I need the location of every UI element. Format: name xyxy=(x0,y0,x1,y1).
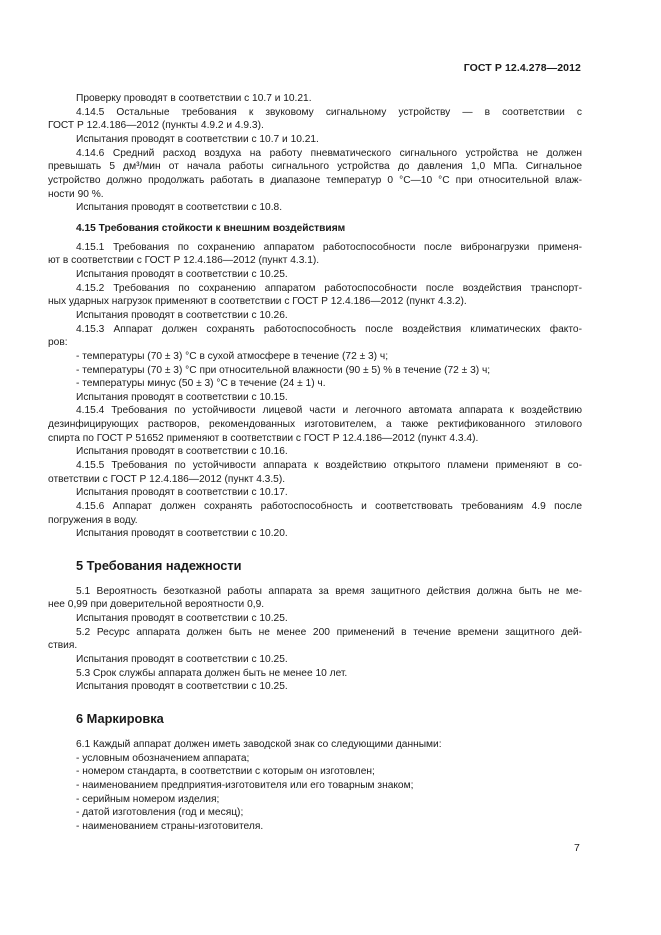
list-item: - температуры минус (50 ± 3) °С в течение (24 ± 1) ч. xyxy=(76,378,326,389)
text-line: ствия. xyxy=(48,640,78,651)
text-line: ответствии с ГОСТ Р 12.4.186—2012 (пункт 4.3.5). xyxy=(48,474,286,485)
text-line: 5.3 Срок службы аппарата должен быть не менее 10 лет. xyxy=(76,668,348,679)
list-item: - температуры (70 ± 3) °С при относительной влажности (90 ± 5) % в течение (72 ± 3) ч; xyxy=(76,365,491,376)
section-heading: 4.15 Требования стойкости к внешним воздействиям xyxy=(76,223,346,234)
text-line: 5.2 Ресурс аппарата должен быть не менее 200 применений в течение времени защитного дей- xyxy=(76,627,582,638)
list-item: - температуры (70 ± 3) °С в сухой атмосфере в течение (72 ± 3) ч; xyxy=(76,351,389,362)
text-line: Испытания проводят в соответствии с 10.20. xyxy=(76,528,288,539)
text-line: Испытания проводят в соответствии с 10.25. xyxy=(76,681,288,692)
text-line: 4.15.2 Требования по сохранению аппаратом работоспособности после воздействия транспорт- xyxy=(76,283,582,294)
text-line: Испытания проводят в соответствии с 10.16. xyxy=(76,446,288,457)
text-line: погружения в воду. xyxy=(48,515,138,526)
text-line: 4.15.1 Требования по сохранению аппаратом работоспособности после вибронагрузки применя- xyxy=(76,242,582,253)
text-line: Испытания проводят в соответствии с 10.7 и 10.21. xyxy=(76,134,319,145)
text-line: ют в соответствии с ГОСТ Р 12.4.186—2012 (пункт 4.3.1). xyxy=(48,255,320,266)
section-heading: 6 Маркировка xyxy=(76,711,164,726)
text-line: Испытания проводят в соответствии с 10.15. xyxy=(76,392,288,403)
text-line: ров: xyxy=(48,337,68,348)
page-number: 7 xyxy=(574,842,580,854)
list-item: - наименованием страны-изготовителя. xyxy=(76,821,264,832)
text-line: дезинфицирующих растворов, рекомендованных изготовителем, а также ректификованного этилового xyxy=(48,419,582,430)
text-line: 4.15.5 Требования по устойчивости аппарата к воздействию открытого пламени применяют в со- xyxy=(76,460,582,471)
text-line: 5.1 Вероятность безотказной работы аппарата за время защитного действия должна быть не ме- xyxy=(76,586,582,597)
text-line: Испытания проводят в соответствии с 10.8. xyxy=(76,202,283,213)
text-line: 4.14.5 Остальные требования к звуковому сигнальному устройству — в соответствии с xyxy=(76,107,582,118)
standard-header: ГОСТ Р 12.4.278—2012 xyxy=(463,62,581,74)
text-line: 4.14.6 Средний расход воздуха на работу пневматического сигнального устройства не должен xyxy=(76,148,582,159)
text-line: спирта по ГОСТ Р 51652 применяют в соответствии с ГОСТ Р 12.4.186—2012 (пункт 4.3.4). xyxy=(48,433,479,444)
list-item: - номером стандарта, в соответствии с которым он изготовлен; xyxy=(76,766,375,777)
list-item: - серийным номером изделия; xyxy=(76,794,220,805)
text-line: Испытания проводят в соответствии с 10.25. xyxy=(76,269,288,280)
text-line: 4.15.6 Аппарат должен сохранять работоспособность и соответствовать требованиям 4.9 после xyxy=(76,501,582,512)
text-line: Испытания проводят в соответствии с 10.26. xyxy=(76,310,288,321)
list-item: - датой изготовления (год и месяц); xyxy=(76,807,244,818)
text-line: Испытания проводят в соответствии с 10.17. xyxy=(76,487,288,498)
text-line: нее 0,99 при доверительной вероятности 0,9. xyxy=(48,599,265,610)
text-line: 4.15.4 Требования по устойчивости лицевой части и легочного автомата аппарата к воздействию xyxy=(76,405,582,416)
text-line: ГОСТ Р 12.4.186—2012 (пункты 4.9.2 и 4.9.3). xyxy=(48,120,264,131)
text-line: устройство должно продолжать работать в диапазоне температур 0 °С—10 °С при относительной влаж- xyxy=(48,175,582,186)
text-line: ности 90 %. xyxy=(48,189,104,200)
text-line: 4.15.3 Аппарат должен сохранять работоспособность после воздействия климатических факто- xyxy=(76,324,582,335)
text-line: превышать 5 дм³/мин от начала работы сигнального устройства до давления 1,0 МПа. Сигнальное xyxy=(48,161,582,172)
list-item: - наименованием предприятия-изготовителя или его товарным знаком; xyxy=(76,780,414,791)
text-line: ных ударных нагрузок применяют в соответствии с ГОСТ Р 12.4.186—2012 (пункт 4.3.2). xyxy=(48,296,467,307)
text-line: 6.1 Каждый аппарат должен иметь заводской знак со следующими данными: xyxy=(76,739,442,750)
list-item: - условным обозначением аппарата; xyxy=(76,753,250,764)
text-line: Проверку проводят в соответствии с 10.7 и 10.21. xyxy=(76,93,312,104)
section-heading: 5 Требования надежности xyxy=(76,558,242,573)
text-line: Испытания проводят в соответствии с 10.25. xyxy=(76,654,288,665)
text-line: Испытания проводят в соответствии с 10.25. xyxy=(76,613,288,624)
